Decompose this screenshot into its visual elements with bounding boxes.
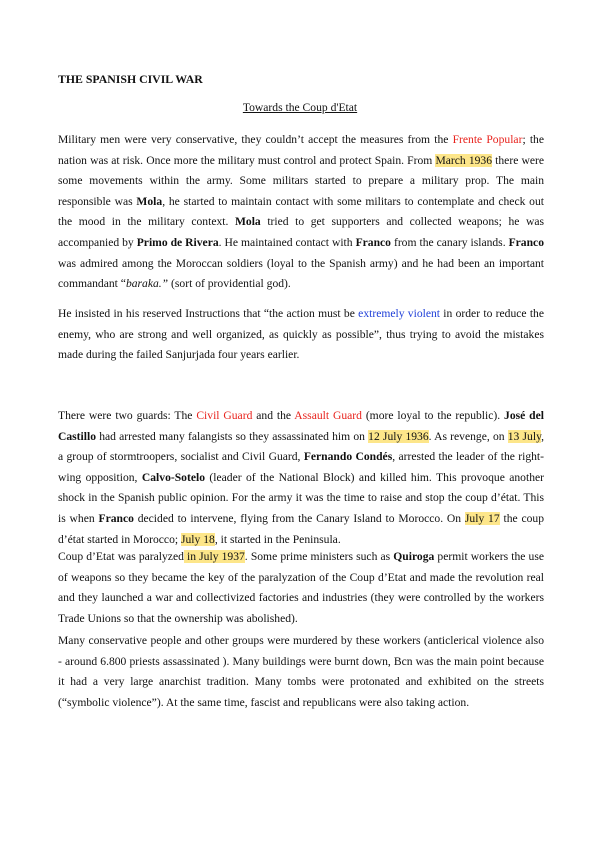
name-quiroga: Quiroga [393,550,435,563]
text-run: . Some prime ministers such as [244,550,394,563]
paragraph-guards [58,406,544,550]
name-mola: Mola [136,194,163,208]
text-run: and the [252,409,295,422]
text-run: (leader of the National Block) and killed him. This provoque another shock in the Spanish public opinion. For the army it was the time to raise and stop the coup d’état. This is when [58,470,545,525]
text-run: in order to reduce the enemy, who are strong and well organized, as quickly as possible”, thus trying to avoid the mistakes made during the failed Sanjurjada four years earlier. [58,307,545,362]
text-run: , it started in the Peninsula. [214,532,341,546]
text-run: Coup d’Etat was paralyzed [58,550,184,563]
paragraph-instructions [58,304,544,366]
term-frente-popular: Frente Popular [452,133,523,146]
text-run: , arrested the leader of the right-wing opposition, [58,450,545,484]
text-run: (sort of providential god). [168,277,291,291]
text-run: from the canary islands. [390,235,509,249]
text-run: Many conservative people and other groups were murdered by these workers (anticlerical violence also - around 6.800 priests assassinated ). Many buildings were burnt down, Bcn was the main point because it had a very large anarchist tradition. Many tombs were protonated and exhibited on the streets (“symbolic violence”). At the same time, fascist and republicans were also taking action. [58,634,544,709]
name-franco: Franco [508,235,544,249]
text-run: was admired among the Moroccan soldiers (loyal to the Spanish army) and he had been an important commandant “ [58,256,544,291]
paragraph-coup-preparation [58,130,544,295]
date-13-july: 13 July [507,429,542,443]
text-run: (more loyal to the republic). [361,409,505,422]
text-run: He insisted in his reserved Instructions that “the action must be [58,307,359,320]
section-subtitle: Towards the Coup d'Etat [242,101,358,114]
name-jose-del-castillo: José del Castillo [58,409,544,443]
text-run: , he started to maintain contact with some militars to contemplate and check out the mood in the military context. [58,194,544,229]
date-july-18: July 18 [180,532,215,546]
text-run: the coup d’état started in Morocco; [58,511,544,546]
text-run: There were two guards: The [58,409,197,422]
date-12-july-1936: 12 July 1936 [368,429,429,443]
text-run: . He maintained contact with [218,235,356,249]
term-assault-guard: Assault Guard [294,409,362,422]
text-run: decided to intervene, flying from the Canary Island to Morocco. On [133,511,465,525]
term-baraka: baraka.” [125,277,169,291]
date-july-1937: in July 1937 [183,550,245,563]
text-run: permit workers the use of weapons so they became the key of the paralyzation of the Coup d’Etat and made the revolution real and they launched a war and collectivized factories and industries (they were controlled by the workers Trade Unions so that the ownership was abolished). [58,550,544,625]
term-extremely-violent: extremely violent [358,307,441,320]
text-run: there were some movements within the army. Some militars started to prepare a military prop. The main responsible was [58,153,544,208]
text-run: , a group of stormtroopers, socialist and Civil Guard, [58,429,545,464]
document-title: THE SPANISH CIVIL WAR [58,72,203,86]
text-run: Military men were very conservative, they couldn’t accept the measures from the [58,133,453,146]
date-march-1936: March 1936 [435,153,493,167]
name-mola: Mola [234,215,261,229]
text-run: . As revenge, on [428,429,508,443]
paragraph-violence [58,631,544,713]
name-calvo-sotelo: Calvo-Sotelo [141,470,205,484]
text-run: ; the nation was at risk. Once more the military must control and protect Spain. From [58,133,544,167]
name-franco: Franco [355,235,391,249]
name-fernando-condes: Fernando Condés [303,450,393,464]
date-july-17: July 17 [464,511,500,525]
text-run: had arrested many falangists so they assassinated him on [96,429,369,443]
name-franco: Franco [98,511,134,525]
term-civil-guard: Civil Guard [196,409,253,422]
text-run: tried to get supporters and collected weapons; he was accompanied by [58,215,545,249]
paragraph-paralyzation [58,547,544,629]
name-primo-de-rivera: Primo de Rivera [136,235,219,249]
